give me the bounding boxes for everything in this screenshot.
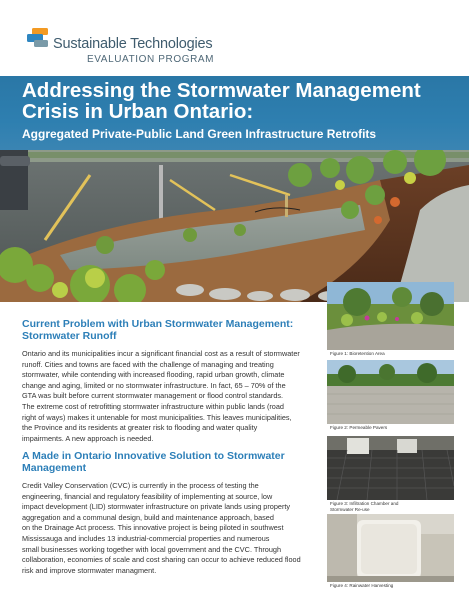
section-1-line: GTA was built before current stormwater management or flood control standards. <box>22 391 284 401</box>
figure-2-caption: Figure 2: Permeable Pavers <box>330 425 388 430</box>
section-2-line: risk and improve stormwater managment. <box>22 565 157 575</box>
program-logo <box>27 22 257 68</box>
hero-title-line-1: Addressing the Stormwater Management <box>22 79 421 102</box>
hero-photo-bioswale <box>0 150 469 302</box>
hero-title-line-2: Crisis in Urban Ontario: <box>22 100 254 123</box>
section-2-heading-line-2: Management <box>22 462 87 474</box>
section-1-line: the Province and its residents at greater risk to flooding and water quality <box>22 423 258 433</box>
section-2-line: engineering, financial and regulatory feasibility of implementing at source, low <box>22 491 273 501</box>
section-1-line: impairments. A new approach is needed. <box>22 433 154 443</box>
hero-subtitle: Aggregated Private-Public Land Green Infrastructure Retrofits <box>22 127 377 141</box>
figure-1-photo <box>327 282 454 350</box>
logo-name: Sustainable Technologies <box>53 36 213 52</box>
section-2-line: small businesses working together with local government and the CVC. Through <box>22 544 282 554</box>
figure-4-photo <box>327 514 454 582</box>
section-1-line: The extreme cost of retrofitting stormwater infrastructure within public lands (road <box>22 401 284 411</box>
section-2-line: Mississauga and includes 13 industrial-commercial properties and numerous <box>22 533 270 543</box>
section-1-heading-line-2: Stormwater Runoff <box>22 330 117 342</box>
section-2-line: on the Drainage Act process. This innovative project is being piloted in southwest <box>22 523 284 533</box>
section-2-body <box>22 481 317 576</box>
section-2-line: collaboration, economies of scale and cost sharing can occur to achieve reduced flood <box>22 555 301 565</box>
figure-3-photo <box>327 436 454 500</box>
logo-mark-icon <box>27 28 49 48</box>
section-1-body <box>22 349 317 444</box>
section-1-line: right of ways) makes it untenable for most municipalities. This leaves municipalities, <box>22 412 292 422</box>
figure-2-photo <box>327 360 454 424</box>
section-1-heading <box>22 318 317 342</box>
section-2-heading-line-1: A Made in Ontario Innovative Solution to Stormwater <box>22 450 285 462</box>
section-1-line: change and aging, limited or no stormwater infrastructure. In fact, 65 – 70% of the <box>22 380 286 390</box>
section-1-line: stormwater, while contending with increased flooding, rapid urban growth, climate <box>22 370 285 380</box>
section-1-line: runoff. Cities and towns are faced with the challenge of managing and treating <box>22 359 274 369</box>
section-2-line: impact development (LID) stormwater infrastructure on private lands using property <box>22 502 291 512</box>
section-2-line: aggregation and a communal design, build and maintenance approach, based <box>22 512 274 522</box>
hero-title <box>22 80 462 122</box>
section-current-problem <box>22 318 317 444</box>
figure-1-caption: Figure 1: Bioretention Area <box>330 351 385 356</box>
section-1-line: Ontario and its municipalities incur a significant financial cost as a result of stormwater <box>22 349 300 358</box>
figure-3-caption-line-1: Figure 3: Infiltration Chamber and <box>330 501 399 506</box>
figure-3-caption-line-2: Stormwater Re-use <box>330 507 370 512</box>
section-ontario-solution <box>22 450 317 576</box>
logo-subtitle: EVALUATION PROGRAM <box>87 54 215 65</box>
section-1-heading-line-1: Current Problem with Urban Stormwater Management: <box>22 318 294 330</box>
figure-4-caption: Figure 4: Rainwater Harvesting <box>330 583 394 588</box>
section-2-line: Credit Valley Conservation (CVC) is currently in the process of testing the <box>22 481 259 490</box>
section-2-heading <box>22 450 317 474</box>
